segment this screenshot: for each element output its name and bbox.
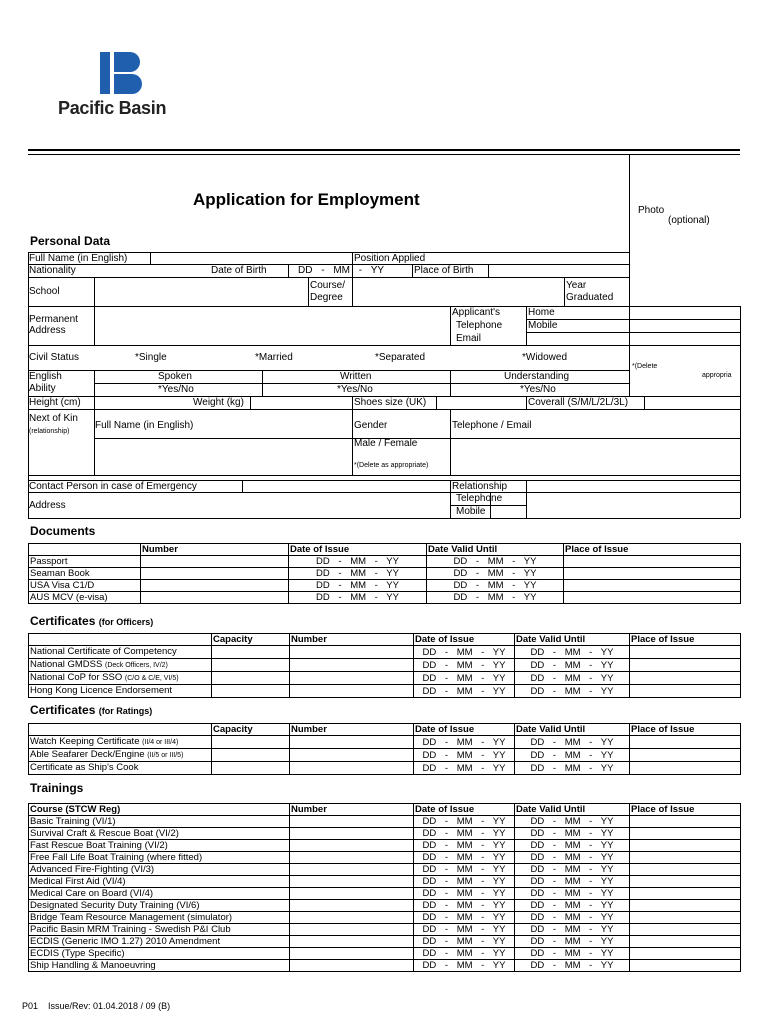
table-row: National CoP for SSO (C/O & C/E, VI/5) DD - MM - YY DD - MM - YY — [29, 672, 741, 685]
trainings-heading: Trainings — [30, 781, 84, 795]
table-row: Fast Rescue Boat Training (VI/2) DD - MM - YY DD - MM - YY — [29, 840, 741, 852]
single-option[interactable]: *Single — [135, 352, 167, 363]
table-row: Hong Kong Licence Endorsement DD - MM - YY DD - MM - YY — [29, 685, 741, 698]
written-label: Written — [340, 371, 372, 382]
married-option[interactable]: *Married — [255, 352, 293, 363]
kin-full-name-label: Full Name (in English) — [95, 420, 194, 431]
table-row: Survival Craft & Rescue Boat (VI/2) DD - MM - YY DD - MM - YY — [29, 828, 741, 840]
table-row: Pacific Basin MRM Training - Swedish P&I Club DD - MM - YY DD - MM - YY — [29, 924, 741, 936]
tel-email-label: Telephone / Email — [452, 420, 532, 431]
course-label-1: Course/ — [310, 280, 346, 291]
table-row: Designated Security Duty Training (VI/6) DD - MM - YY DD - MM - YY — [29, 900, 741, 912]
table-row: Bridge Team Resource Management (simulator) DD - MM - YY DD - MM - YY — [29, 912, 741, 924]
pob-label: Place of Birth — [414, 265, 474, 276]
table-row: Advanced Fire-Fighting (VI/3) DD - MM - YY DD - MM - YY — [29, 864, 741, 876]
personal-data-heading: Personal Data — [30, 234, 111, 248]
table-row: National Certificate of Competency DD - MM - YY DD - MM - YY — [29, 646, 741, 659]
table-row: ECDIS (Type Specific) DD - MM - YY DD - MM - YY — [29, 948, 741, 960]
course-label-2: Degree — [310, 292, 343, 303]
school-label: School — [29, 286, 60, 297]
applicant-label-3: Email — [456, 333, 482, 344]
applicant-label-1: Applicant's — [452, 307, 501, 318]
footer-rev: Issue/Rev: 01.04.2018 / 09 (B) — [48, 1001, 171, 1011]
english-label-1: English — [29, 371, 62, 382]
table-row: Medical Care on Board (VI/4) DD - MM - YY DD - MM - YY — [29, 888, 741, 900]
table-row: USA Visa C1/D DD - MM - YY DD - MM - YY — [29, 580, 741, 592]
spoken-label: Spoken — [158, 371, 192, 382]
dob-label: Date of Birth — [211, 265, 267, 276]
separated-option[interactable]: *Separated — [375, 352, 426, 363]
table-row: Free Fall Life Boat Training (where fitted) DD - MM - YY DD - MM - YY — [29, 852, 741, 864]
address-label: Address — [29, 500, 66, 511]
gender-label: Gender — [354, 420, 388, 431]
written-yesno[interactable]: *Yes/No — [337, 384, 373, 395]
address-input[interactable] — [95, 307, 449, 344]
position-input[interactable] — [432, 253, 628, 264]
relationship-label: Relationship — [452, 481, 508, 492]
table-row: Able Seafarer Deck/Engine (II/5 or III/5) DD - MM - YY DD - MM - YY — [29, 749, 741, 762]
kin-label: Next of Kin — [29, 413, 78, 424]
table-row: Certificate as Ship's Cook DD - MM - YY DD - MM - YY — [29, 762, 741, 775]
year-label-1: Year — [566, 280, 587, 291]
widowed-option[interactable]: *Widowed — [522, 352, 568, 363]
nationality-label: Nationality — [29, 265, 76, 276]
delete-note-2: appropria — [702, 372, 732, 379]
home-label: Home — [528, 307, 555, 318]
photo-optional: (optional) — [668, 215, 710, 226]
civil-status-label: Civil Status — [29, 352, 80, 363]
table-row: Basic Training (VI/1) DD - MM - YY DD - MM - YY — [29, 816, 741, 828]
table-row: AUS MCV (e-visa) DD - MM - YY DD - MM - YY — [29, 592, 741, 604]
contact-label: Contact Person in case of Emergency — [29, 481, 197, 492]
spoken-yesno[interactable]: *Yes/No — [158, 384, 194, 395]
understanding-yesno[interactable]: *Yes/No — [520, 384, 556, 395]
table-row: Passport DD - MM - YY DD - MM - YY — [29, 556, 741, 568]
photo-label: Photo — [638, 205, 665, 216]
height-label: Height (cm) — [29, 397, 81, 408]
mobile-label-2: Mobile — [456, 506, 486, 517]
understanding-label: Understanding — [504, 371, 570, 382]
weight-label: Weight (kg) — [193, 397, 244, 408]
full-name-label: Full Name (in English) — [29, 253, 128, 264]
position-label: Position Applied — [354, 253, 426, 264]
documents-heading: Documents — [30, 524, 96, 538]
permanent-label-1: Permanent — [29, 314, 78, 325]
shoes-label: Shoes size (UK) — [354, 397, 427, 408]
male-female-option[interactable]: Male / Female — [354, 438, 418, 449]
cert-ratings-heading: Certificates (for Ratings) — [30, 703, 153, 717]
brand-name: Pacific Basin — [58, 98, 167, 118]
logo — [58, 48, 188, 123]
footer-code: P01 — [22, 1001, 39, 1011]
table-row: ECDIS (Generic IMO 1.27) 2010 Amendment DD - MM - YY DD - MM - YY — [29, 936, 741, 948]
english-label-2: Ability — [29, 383, 56, 394]
documents-header-row: Number Date of Issue Date Valid Until Place of Issue — [29, 544, 741, 556]
permanent-label-2: Address — [29, 325, 66, 336]
delete-note: *(Delete — [632, 363, 658, 370]
table-row: Watch Keeping Certificate (II/4 or III/4) DD - MM - YY DD - MM - YY — [29, 736, 741, 749]
coverall-label: Coverall (S/M/L/2L/3L) — [528, 397, 629, 408]
page-title: Application for Employment — [193, 190, 420, 209]
cert-officers-table: Capacity Number Date of Issue Date Valid Until Place of Issue National Certificate of Competency DD - MM - YY DD - MM - YY National GMDSS (Deck Officers, IV/2) DD - MM - YY DD - MM - YY National CoP for SSO (C/O & C/E, VI/5) DD - MM - YY DD - MM - YY Hong Kong Licence Endorsement DD - MM - YY DD - MM - YY — [28, 633, 741, 698]
table-row: Seaman Book DD - MM - YY DD - MM - YY — [29, 568, 741, 580]
telephone-label: Telephone — [456, 493, 503, 504]
table-row: Medical First Aid (VI/4) DD - MM - YY DD - MM - YY — [29, 876, 741, 888]
mobile-label: Mobile — [528, 320, 558, 331]
dob-date[interactable]: DD - MM - YY — [298, 265, 385, 276]
applicant-label-2: Telephone — [456, 320, 503, 331]
year-label-2: Graduated — [566, 292, 614, 303]
table-row: Ship Handling & Manoeuvring DD - MM - YY DD - MM - YY — [29, 960, 741, 972]
kin-relationship-label: (relationship) — [29, 428, 70, 435]
trainings-table: Course (STCW Reg) Number Date of Issue Date Valid Until Place of Issue Basic Training (VI/1) DD - MM - YY DD - MM - YY Survival Craft & Rescue Boat (VI/2) DD - MM - YY DD - MM - YY Fast Rescue Boat Training (VI/2) DD - MM - YY DD - MM - YY Free Fall Life Boat Training (where fitted) DD - MM - YY DD - MM - YY Advanced Fire-Fighting (VI/3) DD - MM - YY DD - MM - YY Medical First Aid (VI/4) DD - MM - YY DD - MM - YY Medical Care on Board (VI/4) DD - MM - YY DD - MM - YY Designated Security Duty Training (VI/6) DD - MM - YY DD - MM - YY Bridge Team Resource Management (simulator) DD - MM - YY DD - MM - YY Pacific Basin MRM Training - Swedish P&I Club DD - MM - YY DD - MM - YY ECDIS (Generic IMO 1.27) 2010 Amendment DD - MM - YY DD - MM - YY ECDIS (Type Specific) DD - MM - YY DD - MM - YY Ship Handling & Manoeuvring DD - MM - YY DD - MM - YY — [28, 803, 741, 972]
cert-ratings-table: Capacity Number Date of Issue Date Valid Until Place of Issue Watch Keeping Certificate (II/4 or III/4) DD - MM - YY DD - MM - YY Able Seafarer Deck/Engine (II/5 or III/5) DD - MM - YY DD - MM - YY Certificate as Ship's Cook DD - MM - YY DD - MM - YY — [28, 723, 741, 775]
full-name-input[interactable] — [151, 253, 351, 264]
cert-officers-heading: Certificates (for Officers) — [30, 614, 154, 628]
table-row: National GMDSS (Deck Officers, IV/2) DD - MM - YY DD - MM - YY — [29, 659, 741, 672]
delete-approp-note: *(Delete as appropriate) — [354, 462, 429, 469]
documents-table — [28, 543, 741, 604]
pacific-basin-logo-icon — [100, 52, 160, 97]
